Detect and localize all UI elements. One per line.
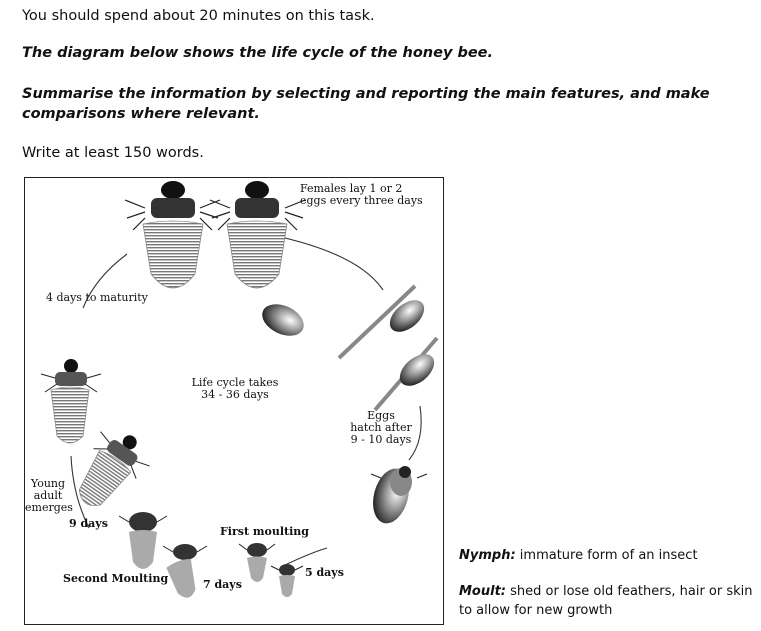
nymph-second-stage — [119, 512, 167, 569]
word-count-instruction: Write at least 150 words. — [22, 145, 204, 161]
label-young-adult: Young adult emerges — [25, 477, 73, 514]
adult-bee-left — [125, 181, 220, 288]
glossary-moult-definition-line2: to allow for new growth — [459, 603, 613, 618]
glossary-nymph-term: Nymph: — [459, 548, 516, 563]
adult-bee-right — [210, 181, 305, 288]
hatching-egg — [367, 465, 427, 528]
label-eggs-hatch: Eggs hatch after 9 - 10 days — [350, 409, 412, 446]
emerging-bee-upper — [41, 359, 101, 443]
label-seven-days: 7 days — [203, 578, 242, 591]
time-instruction: You should spend about 20 minutes on this task. — [22, 8, 375, 24]
glossary-moult-definition-line1: shed or lose old feathers, hair or skin — [506, 584, 753, 599]
egg-on-stalk-1 — [339, 286, 430, 358]
glossary-nymph — [459, 546, 698, 565]
nymph-first-moulting — [239, 543, 275, 582]
egg-1 — [257, 298, 309, 342]
nymph-second-moulting — [163, 544, 207, 601]
label-cycle-duration: Life cycle takes 34 - 36 days — [191, 376, 279, 401]
label-five-days: 5 days — [305, 566, 344, 579]
label-first-moulting: First moulting — [220, 525, 309, 538]
diagram-drawing — [25, 178, 445, 626]
label-maturity: 4 days to maturity — [46, 291, 148, 304]
nymph-early — [271, 564, 303, 597]
egg-on-stalk-2 — [375, 338, 440, 410]
glossary-nymph-definition: immature form of an insect — [515, 548, 698, 563]
glossary-moult-term: Moult: — [459, 584, 506, 599]
label-second-moulting: Second Moulting — [63, 572, 169, 585]
label-nine-days: 9 days — [69, 517, 108, 530]
label-females-lay: Females lay 1 or 2 eggs every three days — [300, 182, 423, 207]
honey-bee-life-cycle-diagram — [24, 177, 444, 625]
task-prompt: The diagram below shows the life cycle of the honey bee. — [22, 45, 493, 61]
glossary-moult — [459, 582, 753, 620]
task-instruction: Summarise the information by selecting and reporting the main features, and make comparisons where relevant. — [22, 86, 710, 122]
